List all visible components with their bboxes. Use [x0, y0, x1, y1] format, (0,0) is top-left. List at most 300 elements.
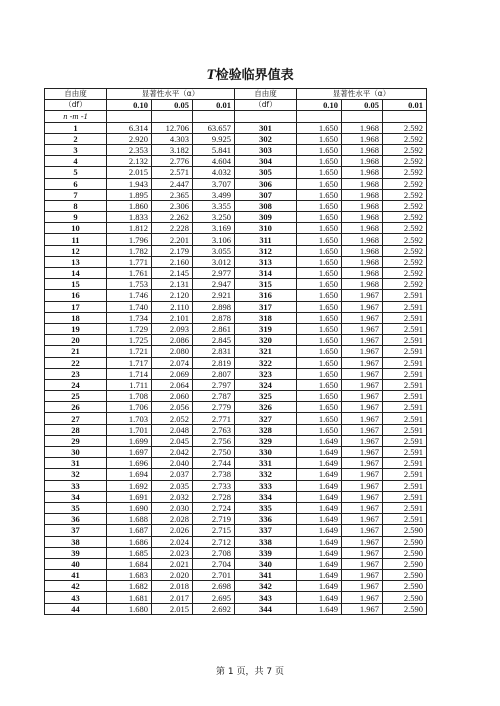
left-df-cell: 29 — [45, 435, 107, 446]
left-alpha-005-cell: 2.093 — [152, 323, 193, 334]
page-title — [0, 64, 500, 84]
right-alpha-010-cell: 1.649 — [297, 547, 342, 558]
table-row — [45, 379, 427, 390]
right-alpha-001-cell: 2.590 — [383, 525, 427, 536]
right-alpha-010-cell: 1.649 — [297, 525, 342, 536]
right-alpha-010-cell: 1.650 — [297, 379, 342, 390]
table-row — [45, 156, 427, 167]
right-df-cell: 343 — [235, 592, 297, 603]
left-alpha-010-cell: 1.812 — [107, 223, 152, 234]
right-df-cell: 332 — [235, 469, 297, 480]
right-alpha-001-cell: 2.590 — [383, 547, 427, 558]
right-df-cell: 313 — [235, 256, 297, 267]
left-alpha-001-cell: 2.701 — [193, 570, 235, 581]
left-alpha-010-cell: 1.761 — [107, 268, 152, 279]
right-alpha-010-cell: 1.650 — [297, 301, 342, 312]
left-alpha-010-cell: 2.015 — [107, 167, 152, 178]
left-df-cell: 34 — [45, 491, 107, 502]
right-df-cell: 319 — [235, 323, 297, 334]
right-alpha-010-cell: 1.650 — [297, 346, 342, 357]
right-alpha-001-cell: 2.590 — [383, 570, 427, 581]
left-alpha-010-cell: 1.833 — [107, 212, 152, 223]
right-alpha-005-cell: 1.967 — [342, 424, 383, 435]
left-alpha-001-cell: 2.878 — [193, 312, 235, 323]
significance-header-left: 显著性水平（α） — [107, 89, 235, 100]
right-df-cell: 301 — [235, 122, 297, 133]
table-row — [45, 391, 427, 402]
significance-header-right: 显著性水平（α） — [297, 89, 427, 100]
left-alpha-001-cell: 2.715 — [193, 525, 235, 536]
table-row — [45, 133, 427, 144]
left-alpha-005-cell: 2.042 — [152, 447, 193, 458]
right-alpha-001-cell: 2.591 — [383, 502, 427, 513]
left-alpha-001-cell: 3.012 — [193, 256, 235, 267]
left-alpha-010-cell: 1.701 — [107, 424, 152, 435]
left-df-cell: 15 — [45, 279, 107, 290]
right-alpha-001-cell: 2.592 — [383, 167, 427, 178]
left-alpha-010-cell: 1.860 — [107, 200, 152, 211]
left-df-cell: 21 — [45, 346, 107, 357]
right-df-cell: 341 — [235, 570, 297, 581]
right-alpha-005-cell: 1.967 — [342, 290, 383, 301]
left-alpha-005-cell: 2.776 — [152, 156, 193, 167]
right-alpha-001-cell: 2.592 — [383, 268, 427, 279]
right-alpha-005-cell: 1.968 — [342, 156, 383, 167]
right-alpha-010-cell: 1.650 — [297, 178, 342, 189]
left-alpha-001-cell: 2.771 — [193, 413, 235, 424]
left-alpha-010-cell: 1.681 — [107, 592, 152, 603]
left-alpha-005-cell: 2.131 — [152, 279, 193, 290]
left-alpha-005-cell: 2.024 — [152, 536, 193, 547]
left-alpha-010-cell: 1.725 — [107, 335, 152, 346]
left-alpha-010-cell: 1.699 — [107, 435, 152, 446]
left-alpha-005-cell: 2.020 — [152, 570, 193, 581]
right-alpha-005-cell: 1.967 — [342, 458, 383, 469]
right-alpha-005-cell: 1.967 — [342, 335, 383, 346]
right-alpha-010-cell: 1.649 — [297, 502, 342, 513]
left-df-cell: 22 — [45, 357, 107, 368]
right-alpha-001-cell: 2.591 — [383, 357, 427, 368]
t-critical-value-table — [44, 88, 427, 615]
right-alpha-005-cell: 1.967 — [342, 323, 383, 334]
left-df-cell: 8 — [45, 200, 107, 211]
table-row — [45, 447, 427, 458]
right-alpha-010-cell: 1.650 — [297, 212, 342, 223]
left-df-cell: 30 — [45, 447, 107, 458]
left-alpha-001-cell: 63.657 — [193, 122, 235, 133]
right-alpha-010-cell: 1.650 — [297, 167, 342, 178]
right-alpha-010-cell: 1.650 — [297, 413, 342, 424]
title-text: 检验临界值表 — [215, 68, 294, 83]
left-alpha-005-cell: 2.571 — [152, 167, 193, 178]
right-alpha-001-cell: 2.590 — [383, 581, 427, 592]
right-alpha-005-cell: 1.967 — [342, 379, 383, 390]
right-df-cell: 303 — [235, 144, 297, 155]
table-row — [45, 570, 427, 581]
right-alpha-010-cell: 1.649 — [297, 491, 342, 502]
left-df-cell: 39 — [45, 547, 107, 558]
left-alpha-005-cell: 2.201 — [152, 234, 193, 245]
left-alpha-001-cell: 2.787 — [193, 391, 235, 402]
right-alpha-005-cell: 1.967 — [342, 312, 383, 323]
right-df-cell: 321 — [235, 346, 297, 357]
right-df-cell: 328 — [235, 424, 297, 435]
left-alpha-010-cell: 1.796 — [107, 234, 152, 245]
right-alpha-005-cell: 1.968 — [342, 122, 383, 133]
right-df-cell: 325 — [235, 391, 297, 402]
table-row — [45, 279, 427, 290]
left-alpha-005-cell: 2.045 — [152, 435, 193, 446]
left-alpha-010-cell: 1.696 — [107, 458, 152, 469]
left-alpha-001-cell: 4.032 — [193, 167, 235, 178]
right-alpha-005-cell: 1.967 — [342, 558, 383, 569]
right-alpha-010-cell: 1.650 — [297, 357, 342, 368]
right-alpha-010-cell: 1.650 — [297, 156, 342, 167]
right-df-cell: 330 — [235, 447, 297, 458]
left-df-cell: 2 — [45, 133, 107, 144]
right-alpha-001-cell: 2.590 — [383, 603, 427, 614]
right-alpha-010-cell: 1.649 — [297, 435, 342, 446]
left-alpha-001-cell: 2.819 — [193, 357, 235, 368]
right-df-cell: 336 — [235, 514, 297, 525]
header-row-3 — [45, 111, 427, 122]
alpha-005-right: 0.05 — [342, 100, 383, 111]
left-alpha-010-cell: 1.691 — [107, 491, 152, 502]
right-alpha-001-cell: 2.592 — [383, 245, 427, 256]
left-alpha-010-cell: 1.684 — [107, 558, 152, 569]
right-alpha-010-cell: 1.650 — [297, 245, 342, 256]
left-alpha-001-cell: 9.925 — [193, 133, 235, 144]
right-alpha-005-cell: 1.967 — [342, 413, 383, 424]
left-alpha-001-cell: 2.724 — [193, 502, 235, 513]
right-alpha-001-cell: 2.591 — [383, 290, 427, 301]
left-alpha-010-cell: 1.697 — [107, 447, 152, 458]
empty-cell — [193, 111, 235, 122]
left-df-cell: 42 — [45, 581, 107, 592]
left-alpha-005-cell: 2.365 — [152, 189, 193, 200]
right-alpha-001-cell: 2.591 — [383, 301, 427, 312]
left-alpha-001-cell: 2.779 — [193, 402, 235, 413]
left-alpha-010-cell: 1.694 — [107, 469, 152, 480]
left-alpha-001-cell: 2.845 — [193, 335, 235, 346]
left-alpha-010-cell: 1.740 — [107, 301, 152, 312]
left-df-cell: 3 — [45, 144, 107, 155]
left-alpha-010-cell: 1.686 — [107, 536, 152, 547]
right-alpha-005-cell: 1.967 — [342, 480, 383, 491]
left-alpha-005-cell: 2.060 — [152, 391, 193, 402]
left-alpha-005-cell: 2.101 — [152, 312, 193, 323]
right-alpha-001-cell: 2.591 — [383, 413, 427, 424]
right-alpha-010-cell: 1.650 — [297, 268, 342, 279]
left-alpha-005-cell: 2.035 — [152, 480, 193, 491]
table-row — [45, 223, 427, 234]
left-df-cell: 20 — [45, 335, 107, 346]
right-alpha-005-cell: 1.968 — [342, 178, 383, 189]
table-row — [45, 357, 427, 368]
right-alpha-010-cell: 1.649 — [297, 570, 342, 581]
empty-cell — [383, 111, 427, 122]
left-alpha-010-cell: 1.688 — [107, 514, 152, 525]
empty-cell — [297, 111, 342, 122]
right-df-cell: 311 — [235, 234, 297, 245]
left-alpha-005-cell: 2.052 — [152, 413, 193, 424]
left-alpha-001-cell: 3.106 — [193, 234, 235, 245]
right-alpha-005-cell: 1.968 — [342, 133, 383, 144]
df-header-right: 自由度 — [235, 89, 297, 100]
left-df-cell: 33 — [45, 480, 107, 491]
left-alpha-001-cell: 2.744 — [193, 458, 235, 469]
left-alpha-010-cell: 2.353 — [107, 144, 152, 155]
left-alpha-005-cell: 2.064 — [152, 379, 193, 390]
right-alpha-010-cell: 1.650 — [297, 368, 342, 379]
table-row — [45, 323, 427, 334]
left-alpha-001-cell: 3.055 — [193, 245, 235, 256]
right-df-cell: 323 — [235, 368, 297, 379]
left-alpha-010-cell: 2.920 — [107, 133, 152, 144]
table-row — [45, 458, 427, 469]
table-row — [45, 547, 427, 558]
right-df-cell: 307 — [235, 189, 297, 200]
right-df-cell: 326 — [235, 402, 297, 413]
left-alpha-005-cell: 4.303 — [152, 133, 193, 144]
left-alpha-010-cell: 1.782 — [107, 245, 152, 256]
right-alpha-010-cell: 1.650 — [297, 200, 342, 211]
right-df-cell: 310 — [235, 223, 297, 234]
left-alpha-005-cell: 2.145 — [152, 268, 193, 279]
right-alpha-010-cell: 1.650 — [297, 234, 342, 245]
left-alpha-010-cell: 1.680 — [107, 603, 152, 614]
df-sub-left: （df） — [45, 100, 107, 111]
empty-cell — [152, 111, 193, 122]
left-alpha-001-cell: 2.861 — [193, 323, 235, 334]
right-alpha-001-cell: 2.592 — [383, 256, 427, 267]
left-df-cell: 26 — [45, 402, 107, 413]
right-alpha-001-cell: 2.591 — [383, 435, 427, 446]
right-alpha-005-cell: 1.967 — [342, 514, 383, 525]
right-alpha-010-cell: 1.650 — [297, 290, 342, 301]
table-row — [45, 368, 427, 379]
right-df-cell: 342 — [235, 581, 297, 592]
right-alpha-005-cell: 1.967 — [342, 603, 383, 614]
right-df-cell: 335 — [235, 502, 297, 513]
left-alpha-005-cell: 2.040 — [152, 458, 193, 469]
right-alpha-001-cell: 2.591 — [383, 424, 427, 435]
left-alpha-010-cell: 1.683 — [107, 570, 152, 581]
right-alpha-005-cell: 1.967 — [342, 368, 383, 379]
right-alpha-005-cell: 1.967 — [342, 402, 383, 413]
table-row — [45, 491, 427, 502]
table-row — [45, 525, 427, 536]
right-alpha-010-cell: 1.650 — [297, 189, 342, 200]
left-alpha-005-cell: 2.017 — [152, 592, 193, 603]
left-df-cell: 1 — [45, 122, 107, 133]
table-row — [45, 268, 427, 279]
alpha-005-left: 0.05 — [152, 100, 193, 111]
left-df-cell: 38 — [45, 536, 107, 547]
right-alpha-010-cell: 1.650 — [297, 133, 342, 144]
right-alpha-005-cell: 1.967 — [342, 536, 383, 547]
right-alpha-010-cell: 1.650 — [297, 223, 342, 234]
left-alpha-010-cell: 1.943 — [107, 178, 152, 189]
left-df-cell: 43 — [45, 592, 107, 603]
table-row — [45, 335, 427, 346]
left-df-cell: 44 — [45, 603, 107, 614]
right-df-cell: 302 — [235, 133, 297, 144]
right-alpha-001-cell: 2.591 — [383, 391, 427, 402]
left-alpha-010-cell: 6.314 — [107, 122, 152, 133]
right-df-cell: 331 — [235, 458, 297, 469]
left-alpha-010-cell: 1.708 — [107, 391, 152, 402]
table-row — [45, 502, 427, 513]
right-df-cell: 314 — [235, 268, 297, 279]
left-df-cell: 35 — [45, 502, 107, 513]
left-alpha-001-cell: 2.756 — [193, 435, 235, 446]
right-alpha-005-cell: 1.968 — [342, 279, 383, 290]
right-alpha-001-cell: 2.591 — [383, 402, 427, 413]
left-alpha-010-cell: 1.729 — [107, 323, 152, 334]
left-alpha-010-cell: 1.714 — [107, 368, 152, 379]
left-alpha-010-cell: 1.687 — [107, 525, 152, 536]
left-alpha-001-cell: 2.698 — [193, 581, 235, 592]
table-row — [45, 290, 427, 301]
right-df-cell: 308 — [235, 200, 297, 211]
right-alpha-005-cell: 1.967 — [342, 570, 383, 581]
right-alpha-010-cell: 1.650 — [297, 402, 342, 413]
right-df-cell: 337 — [235, 525, 297, 536]
table-row — [45, 581, 427, 592]
left-alpha-010-cell: 1.721 — [107, 346, 152, 357]
left-alpha-001-cell: 2.797 — [193, 379, 235, 390]
right-alpha-005-cell: 1.968 — [342, 212, 383, 223]
left-df-cell: 25 — [45, 391, 107, 402]
alpha-010-left: 0.10 — [107, 100, 152, 111]
table-row — [45, 536, 427, 547]
left-df-cell: 11 — [45, 234, 107, 245]
right-df-cell: 316 — [235, 290, 297, 301]
left-alpha-005-cell: 2.160 — [152, 256, 193, 267]
left-alpha-005-cell: 2.023 — [152, 547, 193, 558]
left-alpha-010-cell: 1.895 — [107, 189, 152, 200]
left-alpha-005-cell: 2.018 — [152, 581, 193, 592]
left-alpha-010-cell: 1.703 — [107, 413, 152, 424]
right-alpha-005-cell: 1.967 — [342, 547, 383, 558]
left-alpha-001-cell: 2.692 — [193, 603, 235, 614]
page-footer: 第 1 页，共 7 页 — [216, 667, 284, 677]
left-alpha-001-cell: 2.831 — [193, 346, 235, 357]
right-alpha-010-cell: 1.650 — [297, 256, 342, 267]
right-alpha-010-cell: 1.649 — [297, 558, 342, 569]
right-df-cell: 309 — [235, 212, 297, 223]
left-alpha-001-cell: 2.738 — [193, 469, 235, 480]
right-alpha-001-cell: 2.591 — [383, 491, 427, 502]
header-row-2 — [45, 100, 427, 111]
left-alpha-001-cell: 4.604 — [193, 156, 235, 167]
table-row — [45, 558, 427, 569]
right-df-cell: 322 — [235, 357, 297, 368]
left-alpha-010-cell: 1.711 — [107, 379, 152, 390]
right-alpha-001-cell: 2.591 — [383, 312, 427, 323]
right-alpha-005-cell: 1.967 — [342, 581, 383, 592]
title-italic-t: T — [206, 67, 216, 83]
left-df-cell: 12 — [45, 245, 107, 256]
left-alpha-001-cell: 3.707 — [193, 178, 235, 189]
right-alpha-001-cell: 2.592 — [383, 223, 427, 234]
right-df-cell: 340 — [235, 558, 297, 569]
left-df-cell: 13 — [45, 256, 107, 267]
right-alpha-001-cell: 2.592 — [383, 133, 427, 144]
left-df-cell: 6 — [45, 178, 107, 189]
right-alpha-001-cell: 2.591 — [383, 480, 427, 491]
table-row — [45, 189, 427, 200]
left-alpha-010-cell: 1.717 — [107, 357, 152, 368]
right-alpha-001-cell: 2.590 — [383, 536, 427, 547]
left-df-cell: 28 — [45, 424, 107, 435]
left-df-cell: 27 — [45, 413, 107, 424]
right-df-cell: 334 — [235, 491, 297, 502]
right-alpha-005-cell: 1.967 — [342, 491, 383, 502]
right-alpha-010-cell: 1.649 — [297, 458, 342, 469]
left-alpha-001-cell: 2.898 — [193, 301, 235, 312]
left-alpha-010-cell: 1.771 — [107, 256, 152, 267]
left-alpha-005-cell: 2.032 — [152, 491, 193, 502]
table-row — [45, 603, 427, 614]
right-alpha-001-cell: 2.591 — [383, 346, 427, 357]
df-sub-right: （df） — [235, 100, 297, 111]
right-alpha-005-cell: 1.968 — [342, 167, 383, 178]
table-row — [45, 480, 427, 491]
left-df-cell: 16 — [45, 290, 107, 301]
right-alpha-010-cell: 1.650 — [297, 279, 342, 290]
left-df-cell: 37 — [45, 525, 107, 536]
table-row — [45, 301, 427, 312]
right-df-cell: 304 — [235, 156, 297, 167]
left-alpha-001-cell: 2.921 — [193, 290, 235, 301]
left-alpha-001-cell: 3.169 — [193, 223, 235, 234]
table-row — [45, 167, 427, 178]
left-alpha-001-cell: 2.947 — [193, 279, 235, 290]
left-alpha-001-cell: 2.763 — [193, 424, 235, 435]
left-alpha-001-cell: 2.719 — [193, 514, 235, 525]
left-alpha-001-cell: 2.977 — [193, 268, 235, 279]
right-df-cell: 318 — [235, 312, 297, 323]
left-alpha-005-cell: 2.179 — [152, 245, 193, 256]
left-df-cell: 36 — [45, 514, 107, 525]
table-row — [45, 413, 427, 424]
left-alpha-005-cell: 2.037 — [152, 469, 193, 480]
right-df-cell: 324 — [235, 379, 297, 390]
right-alpha-010-cell: 1.649 — [297, 603, 342, 614]
left-alpha-005-cell: 2.120 — [152, 290, 193, 301]
left-alpha-005-cell: 2.030 — [152, 502, 193, 513]
left-alpha-005-cell: 2.069 — [152, 368, 193, 379]
left-alpha-001-cell: 2.750 — [193, 447, 235, 458]
left-alpha-001-cell: 3.355 — [193, 200, 235, 211]
right-alpha-001-cell: 2.591 — [383, 368, 427, 379]
left-df-cell: 40 — [45, 558, 107, 569]
left-df-cell: 18 — [45, 312, 107, 323]
df-header-left: 自由度 — [45, 89, 107, 100]
left-alpha-005-cell: 3.182 — [152, 144, 193, 155]
right-df-cell: 338 — [235, 536, 297, 547]
left-alpha-001-cell: 2.712 — [193, 536, 235, 547]
right-alpha-010-cell: 1.649 — [297, 447, 342, 458]
right-alpha-010-cell: 1.650 — [297, 312, 342, 323]
right-df-cell: 305 — [235, 167, 297, 178]
right-alpha-001-cell: 2.591 — [383, 458, 427, 469]
table-row — [45, 402, 427, 413]
left-df-cell: 9 — [45, 212, 107, 223]
left-alpha-001-cell: 2.708 — [193, 547, 235, 558]
